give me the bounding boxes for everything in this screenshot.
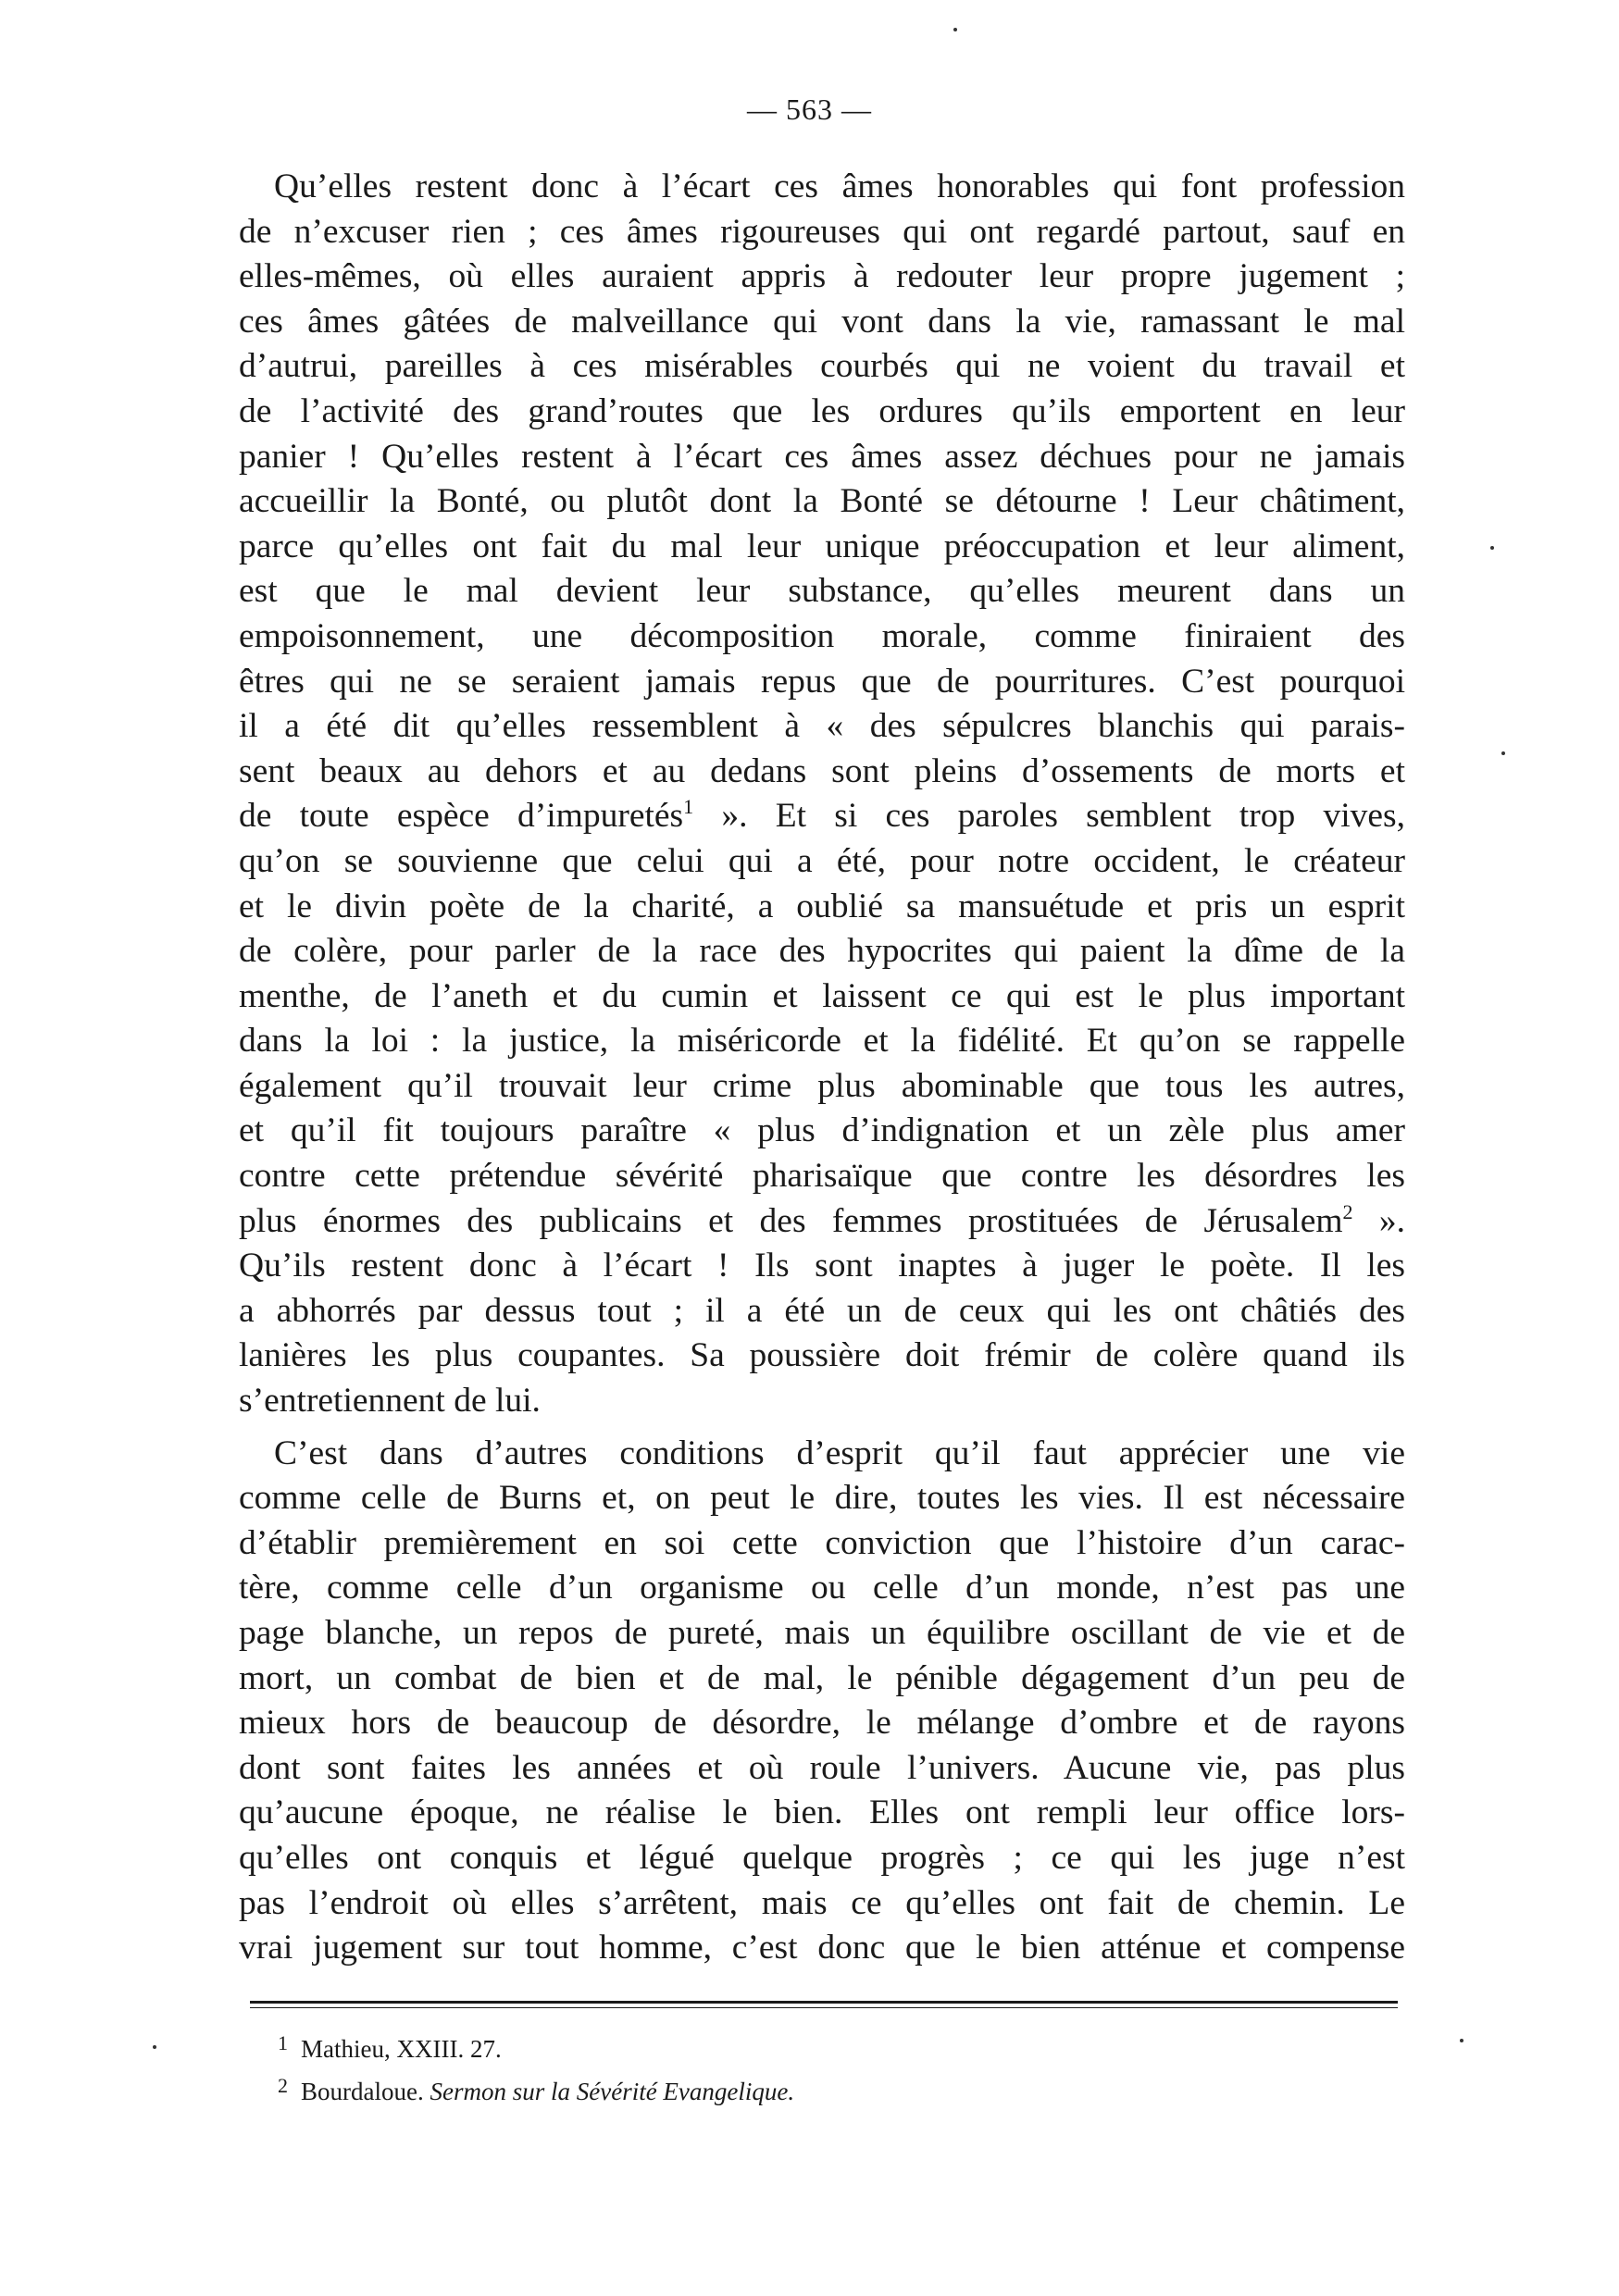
footnote-2 [278,2067,1389,2110]
print-speck [1501,751,1505,755]
text-line: également qu’il trouvait leur crime plus abominable que tous les autres, [239,1066,1405,1105]
footnotes [278,2025,1389,2110]
text-segment: ». Et si ces paroles semblent trop vives, [693,797,1405,836]
text-line-with-note [239,794,1405,839]
text-line: empoisonnement, une décomposition morale, comme finiraient des [239,616,1405,655]
text-line: de colère, pour parler de la race des hypocrites qui paient la dîme de la [239,932,1405,971]
text-segment: plus énormes des publicains et des femmes prostituées de Jérusalem [239,1201,1343,1240]
text-line: sent beaux au dehors et au dedans sont pleins d’ossements de morts et [239,751,1405,790]
text-line: Qu’ils restent donc à l’écart ! Ils sont inaptes à juger le poète. Il les [239,1247,1405,1285]
print-speck [1460,2039,1463,2042]
text-segment: de toute espèce d’impuretés [239,797,684,836]
page-number: — 563 — [747,93,872,126]
text-line: parce qu’elles ont fait du mal leur unique préoccupation et leur aliment, [239,527,1405,565]
text-line: pas l’endroit où elles s’arrêtent, mais ce qu’elles ont fait de chemin. Le [239,1883,1405,1922]
text-line: s’entretiennent de lui. [239,1382,541,1421]
footnote-title: Sermon sur la Sévérité Evangelique. [430,2078,795,2105]
text-line: tère, comme celle d’un organisme ou celle d’un monde, n’est pas une [239,1569,1405,1607]
text-line: page blanche, un repos de pureté, mais un équilibre oscillant de vie et de [239,1614,1405,1652]
footnote-ref: 2 [1342,1199,1353,1223]
text-line: d’établir premièrement en soi cette conviction que l’histoire d’un carac- [239,1523,1405,1562]
text-line: de n’excuser rien ; ces âmes rigoureuses qui ont regardé partout, sauf en [239,212,1405,251]
text-line: mort, un combat de bien et de mal, le pénible dégagement d’un peu de [239,1658,1405,1697]
text-line: et qu’il fit toujours paraître « plus d’indignation et un zèle plus amer [239,1111,1405,1150]
text-segment: ». [1352,1201,1406,1240]
text-line: et le divin poète de la charité, a oublié sa mansuétude et pris un esprit [239,887,1405,925]
text-line: panier ! Qu’elles restent à l’écart ces âmes assez déchues pour ne jamais [239,437,1405,476]
text-line: a abhorrés par dessus tout ; il a été un de ceux qui les ont châtiés des [239,1291,1405,1330]
text-line: êtres qui ne se seraient jamais repus que de pourritures. C’est pourquoi [239,662,1405,701]
text-line: menthe, de l’aneth et du cumin et laissent ce qui est le plus important [239,976,1405,1015]
footnote-rule-thin [250,2007,1398,2008]
text-line: qu’aucune époque, ne réalise le bien. Elles ont rempli leur office lors- [239,1793,1405,1832]
text-line: elles-mêmes, où elles auraient appris à redouter leur propre jugement ; [239,257,1405,296]
footnote-text: Mathieu, XXIII. 27. [301,2035,502,2063]
text-line: lanières les plus coupantes. Sa poussière doit frémir de colère quand ils [239,1336,1405,1375]
paragraph-gap [239,1424,1405,1432]
text-line: Qu’elles restent donc à l’écart ces âmes honorables qui font profession [274,168,1405,205]
text-line: il a été dit qu’elles ressemblent à « des sépulcres blanchis qui parais- [239,707,1405,746]
text-line: qu’elles ont conquis et légué quelque progrès ; ce qui les juge n’est [239,1838,1405,1877]
print-speck [153,2045,156,2049]
text-line: mieux hors de beaucoup de désordre, le mélange d’ombre et de rayons [239,1704,1405,1743]
text-line: de l’activité des grand’routes que les ordures qu’ils emportent en leur [239,391,1405,430]
footnote-number: 2 [278,2074,288,2097]
print-speck [1490,546,1494,550]
footnote-rule [250,2001,1398,2004]
print-speck [953,28,957,31]
footnote-ref: 1 [683,795,694,819]
text-line: est que le mal devient leur substance, qu’elles meurent dans un [239,572,1405,611]
text-line: dans la loi : la justice, la miséricorde et la fidélité. Et qu’on se rappelle [239,1022,1405,1061]
text-line: comme celle de Burns et, on peut le dire, toutes les vies. Il est nécessaire [239,1479,1405,1518]
text-line: contre cette prétendue sévérité pharisaïque que contre les désordres les [239,1157,1405,1196]
footnote-1 [278,2025,1389,2067]
text-line: ces âmes gâtées de malveillance qui vont dans la vie, ramassant le mal [239,302,1405,341]
text-line: vrai jugement sur tout homme, c’est donc que le bien atténue et compense [239,1929,1405,1967]
text-line: qu’on se souvienne que celui qui a été, pour notre occident, le créateur [239,841,1405,880]
text-line: C’est dans d’autres conditions d’esprit qu’il faut apprécier une vie [274,1433,1405,1472]
text-line: accueillir la Bonté, ou plutôt dont la Bonté se détourne ! Leur châtiment, [239,482,1405,521]
footnote-author: Bourdaloue. [301,2078,424,2105]
footnote-number: 1 [278,2031,288,2054]
body-text [239,165,1405,1971]
text-line: d’autrui, pareilles à ces misérables courbés qui ne voient du travail et [239,347,1405,386]
text-line: dont sont faites les années et où roule l’univers. Aucune vie, pas plus [239,1748,1405,1787]
text-line-with-note [239,1199,1405,1245]
